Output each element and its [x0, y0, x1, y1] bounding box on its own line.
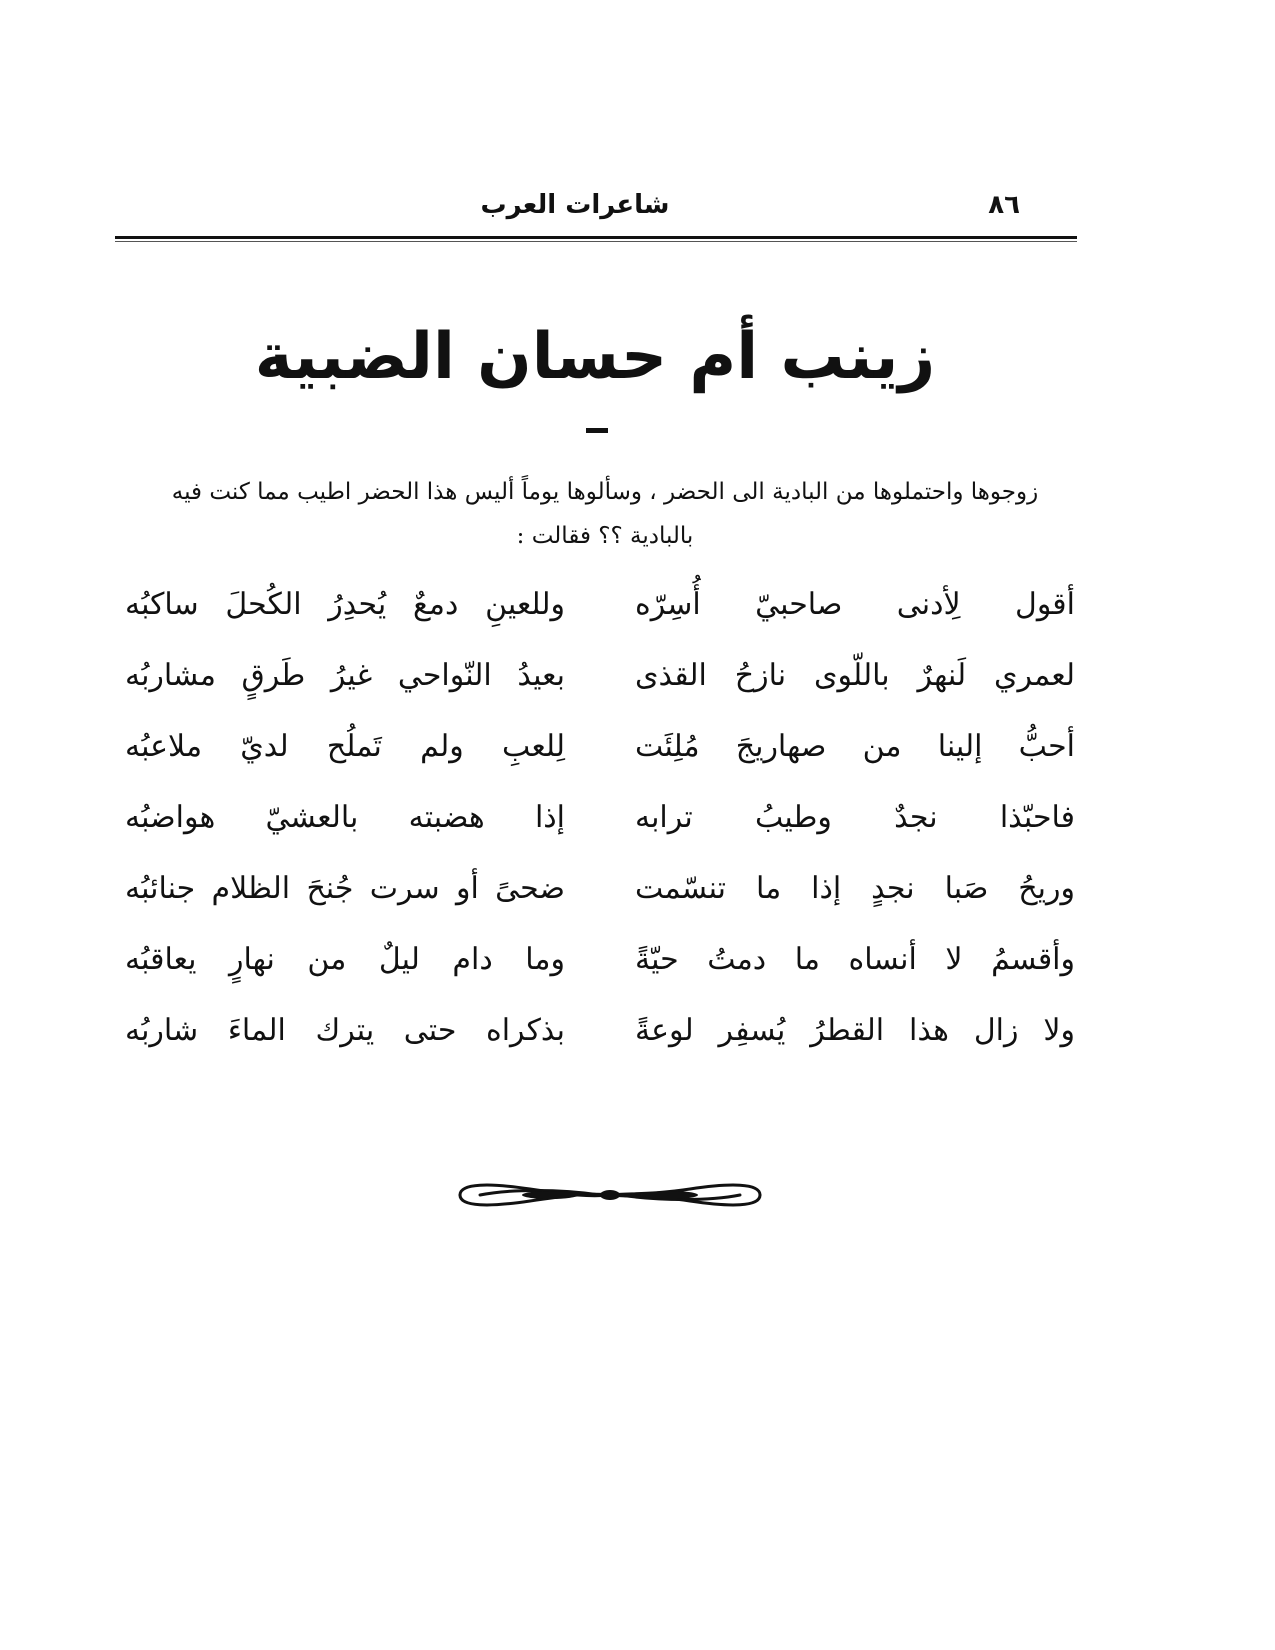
verse-second-hemistich: وللعينِ دمعٌ يُحدِرُ الكُحلَ ساكبُه — [125, 587, 565, 622]
page-number: ٨٦ — [988, 190, 1020, 220]
verse-second-hemistich: وما دام ليلٌ من نهارٍ يعاقبُه — [125, 942, 565, 977]
verse — [115, 646, 1075, 717]
verse-first-hemistich: لعمري لَنهرٌ باللّوى نازحُ القذى — [635, 658, 1075, 693]
verse-first-hemistich: وأقسمُ لا أنساه ما دمتُ حيّةً — [635, 942, 1075, 977]
verse — [115, 717, 1075, 788]
end-ornament — [450, 1175, 770, 1215]
verse-second-hemistich: ضحىً أو سرت جُنحَ الظلام جنائبُه — [125, 871, 565, 906]
verse — [115, 788, 1075, 859]
running-head — [115, 190, 1075, 230]
chapter-title: زينب أم حسان الضبية — [254, 320, 936, 394]
verse — [115, 930, 1075, 1001]
verse-first-hemistich: أقول لِأدنى صاحبيّ أُسِرّه — [635, 587, 1075, 622]
verse-second-hemistich: إذا هضبته بالعشيّ هواضبُه — [125, 800, 565, 835]
verse — [115, 575, 1075, 646]
verse — [115, 1001, 1075, 1072]
verse — [115, 859, 1075, 930]
poem — [115, 575, 1075, 1072]
verse-first-hemistich: ولا زال هذا القطرُ يُسفِر لوعةً — [635, 1013, 1075, 1048]
header-rule — [115, 236, 1077, 239]
verse-second-hemistich: بذكراه حتى يترك الماءَ شاربُه — [125, 1013, 565, 1048]
book-title: شاعرات العرب — [480, 190, 670, 220]
verse-first-hemistich: فاحبّذا نجدٌ وطيبُ ترابه — [635, 800, 1075, 835]
verse-first-hemistich: أحبُّ إلينا من صهاريجَ مُلِئَت — [635, 729, 1075, 764]
intro-paragraph: زوجوها واحتملوها من البادية الى الحضر ، وسألوها يوماً أليس هذا الحضر اطيب مما كنت فيه بالبادية ؟؟ فقالت : — [171, 479, 1039, 549]
verse-first-hemistich: وريحُ صَبا نجدٍ إذا ما تنسّمت — [635, 871, 1075, 906]
verse-second-hemistich: بعيدُ النّواحي غيرُ طَرقٍ مشاربُه — [125, 658, 565, 693]
verse-second-hemistich: لِلعبِ ولم تَملُح لديّ ملاعبُه — [125, 729, 565, 764]
title-dash — [586, 428, 608, 433]
